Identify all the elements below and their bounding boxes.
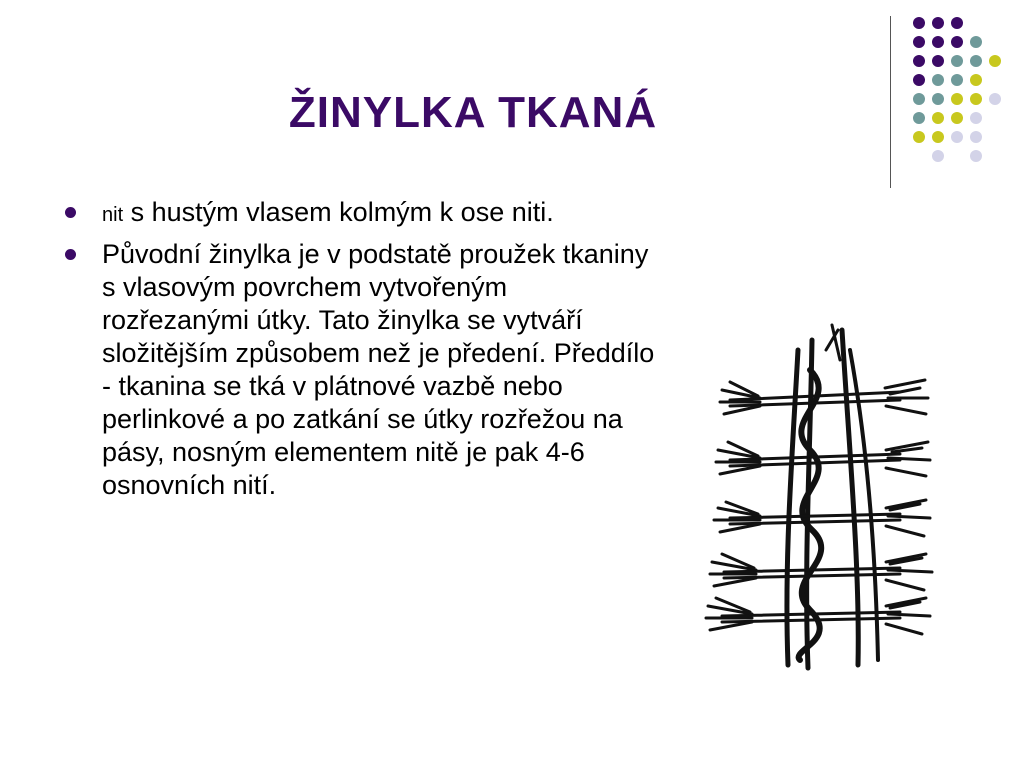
bullet-lead: nit: [102, 204, 124, 226]
chenille-yarn-illustration: [700, 310, 940, 680]
bullet-list: [60, 196, 660, 508]
bullet-dot-icon: [65, 207, 76, 218]
slide-title: ŽINYLKA TKANÁ: [288, 88, 658, 137]
bullet-dot-icon: [65, 249, 76, 260]
bullet-text: Původní žinylka je v podstatě proužek tkaniny s vlasovým povrchem vytvořeným rozřezanými útky. Tato žinylka se vytváří složitějším způsobem než je předení. Předdílo - tkanina se tká v plátnové vazbě nebo perlinkové a po zatkání se útky rozřežou na pásy, nosným elementem nitě je pak 4-6 osnovních nití.: [102, 239, 655, 500]
decorative-dot-grid: [0, 0, 1024, 170]
bullet-text: s hustým vlasem kolmým k ose niti.: [123, 197, 554, 227]
bullet-item-1: [60, 196, 660, 232]
chenille-yarn-icon: [706, 325, 932, 668]
bullet-item-2: [60, 238, 660, 502]
